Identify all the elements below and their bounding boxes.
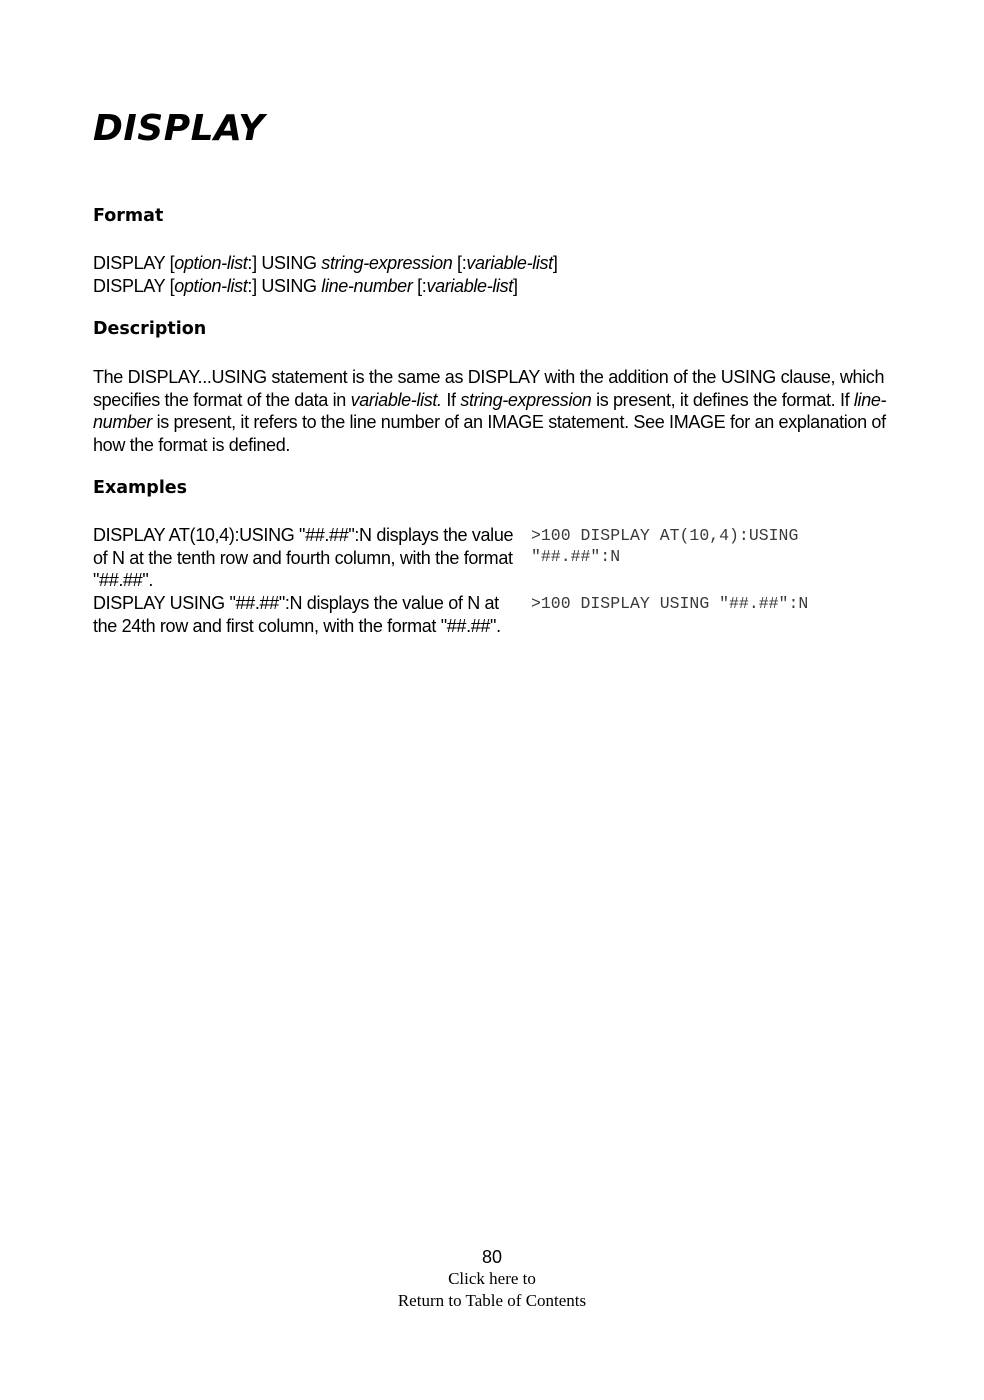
- examples-heading: Examples: [93, 478, 188, 498]
- page-number: 80: [481, 1247, 503, 1267]
- format-line-line-number: DISPLAY [option-list:] USING line-number [:variable-list]: [93, 275, 518, 296]
- example-description-2: DISPLAY USING "##.##":N displays the value of N at the 24th row and first column, with the format "##.##".: [93, 593, 501, 636]
- example-code-2: >100 DISPLAY USING "##.##":N: [531, 594, 809, 613]
- return-to-toc-link-line1[interactable]: Click here to: [448, 1269, 536, 1288]
- page-title: DISPLAY: [93, 108, 265, 149]
- description-paragraph: The DISPLAY...USING statement is the same as DISPLAY with the addition of the USING clause, which specifies the format of the data in variable-list. If string-expression is present, it defines the format. If line-number is present, it refers to the line number of an IMAGE statement. See IMAGE for an explanation of how the format is defined.: [93, 367, 887, 455]
- format-syntax: [93, 252, 558, 297]
- return-to-toc-link-line2[interactable]: Return to Table of Contents: [397, 1291, 587, 1310]
- example-description-1: DISPLAY AT(10,4):USING "##.##":N displays the value of N at the tenth row and fourth column, with the format "##.##".: [93, 525, 514, 590]
- format-heading: Format: [93, 206, 164, 226]
- page-footer: [0, 1246, 984, 1312]
- example-code-1: >100 DISPLAY AT(10,4):USING "##.##":N: [531, 526, 809, 566]
- description-heading: Description: [93, 319, 207, 339]
- format-line-string-expression: DISPLAY [option-list:] USING string-expression [:variable-list]: [93, 253, 558, 273]
